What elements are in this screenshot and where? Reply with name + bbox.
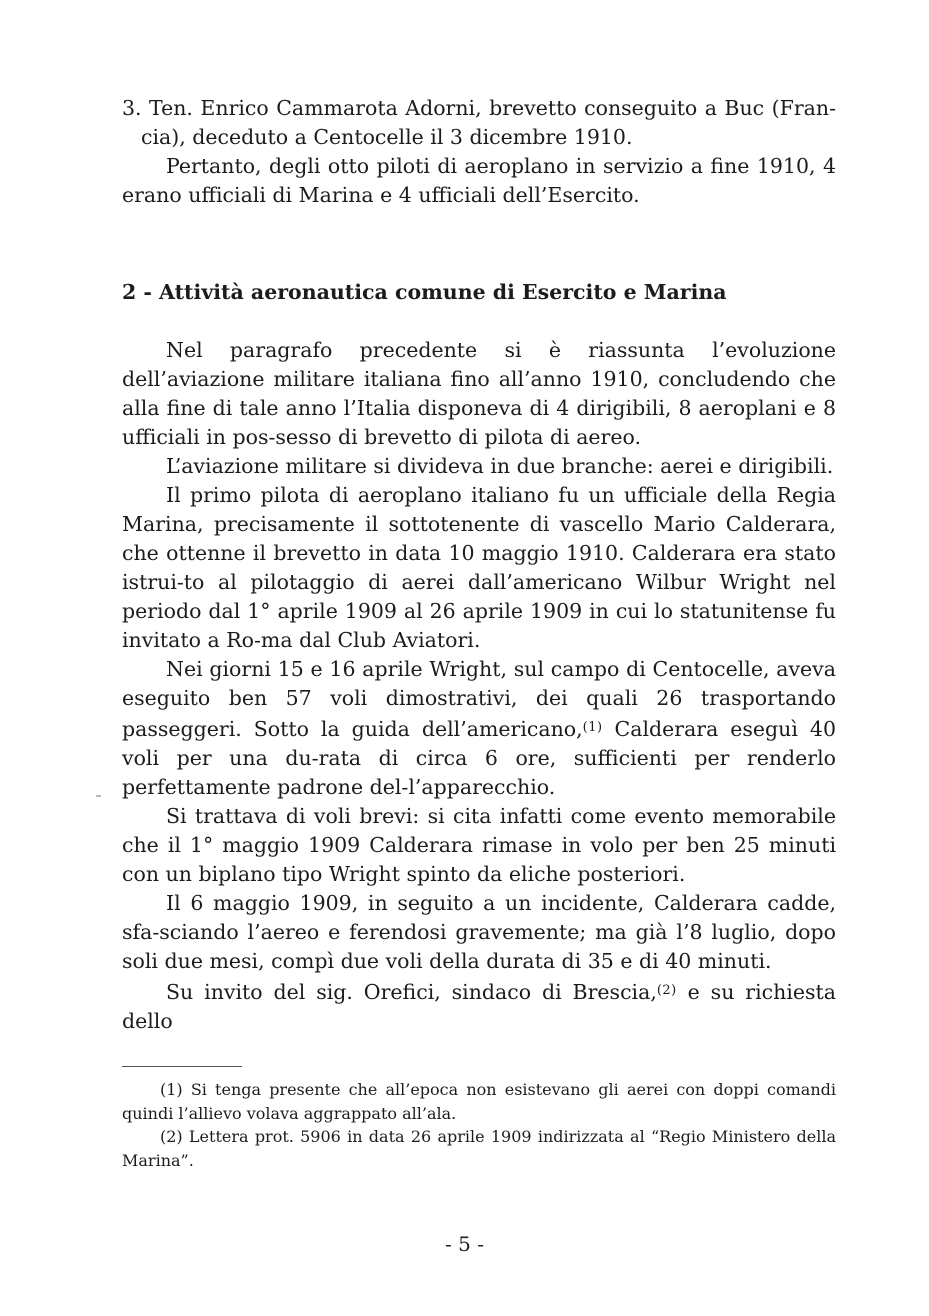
- footnote-1: (1) Si tenga presente che all’epoca non esistevano gli aerei con doppi comandi quindi l’allievo volava aggrappato all’ala.: [122, 1080, 836, 1123]
- paragraph-5: Si trattava di voli brevi: si cita infatti come evento memorabile che il 1° maggio 1909 Calderara rimase in volo per ben 25 minuti con un biplano tipo Wright spinto da eliche posteriori.: [122, 804, 836, 886]
- paragraph-6: Il 6 maggio 1909, in seguito a un incidente, Calderara cadde, sfa-sciando l’aereo e ferendosi gravemente; ma già l’8 luglio, dopo soli due mesi, compì due voli della durata di 35 e di 40 minuti.: [122, 891, 836, 973]
- scan-speck: [96, 795, 101, 797]
- section-body: [122, 336, 836, 1036]
- footnote-ref-2: (2): [656, 983, 677, 998]
- paragraph-3: Il primo pilota di aeroplano italiano fu un ufficiale della Regia Marina, precisamente il sottotenente di vascello Mario Calderara, che ottenne il brevetto in data 10 maggio 1910. Calderara era stato istrui-to al pilotaggio di aerei dall’americano Wilbur Wright nel periodo dal 1° aprile 1909 al 26 aprile 1909 in cui lo statunitense fu invitato a Ro-ma dal Club Aviatori.: [122, 483, 836, 652]
- paragraph-4: [122, 655, 836, 802]
- footnotes: [122, 1078, 836, 1172]
- paragraph-4-text-b: Calderara eseguì 40 voli per una du-rata di circa 6 ore, sufficienti per renderlo perfettamente padrone del-l’apparecchio.: [122, 717, 836, 799]
- footnote-ref-1: (1): [582, 720, 603, 735]
- footnote-2: (2) Lettera prot. 5906 in data 26 aprile 1909 indirizzata al “Regio Ministero della Marina”.: [122, 1127, 836, 1170]
- list-item-3: 3. Ten. Enrico Cammarota Adorni, brevetto conseguito a Buc (Fran-cia), deceduto a Centocelle il 3 dicembre 1910.: [122, 96, 836, 149]
- intro-summary-paragraph: Pertanto, degli otto piloti di aeroplano in servizio a fine 1910, 4 erano ufficiali di Marina e 4 ufficiali dell’Esercito.: [122, 154, 836, 207]
- paragraph-7-text-a: Su invito del sig. Orefici, sindaco di Brescia,: [166, 980, 657, 1004]
- intro-block: [122, 94, 836, 210]
- page-number: - 5 -: [445, 1232, 484, 1256]
- footnote-divider: [122, 1066, 242, 1067]
- paragraph-4-text-a: Nei giorni 15 e 16 aprile Wright, sul campo di Centocelle, aveva eseguito ben 57 voli dimostrativi, dei quali 26 trasportando passeggeri. Sotto la guida dell’americano,: [122, 657, 836, 741]
- paragraph-1: Nel paragrafo precedente si è riassunta l’evoluzione dell’aviazione militare italiana fino all’anno 1910, concludendo che alla fine di tale anno l’Italia disponeva di 4 dirigibili, 8 aeroplani e 8 ufficiali in pos-sesso di brevetto di pilota di aereo.: [122, 338, 836, 449]
- paragraph-2: L’aviazione militare si divideva in due branche: aerei e dirigibili.: [166, 454, 834, 478]
- paragraph-7-text-b: e su richiesta dello: [122, 980, 836, 1033]
- section-heading: 2 - Attività aeronautica comune di Esercito e Marina: [122, 280, 727, 304]
- paragraph-7: [122, 976, 836, 1036]
